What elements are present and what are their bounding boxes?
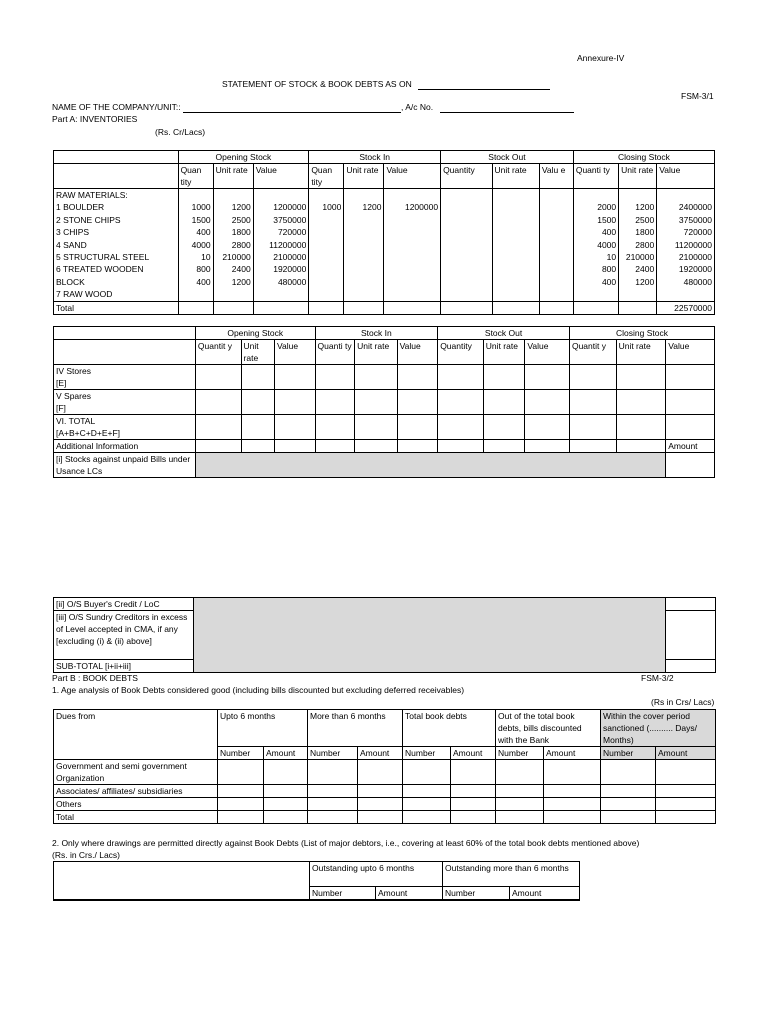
row-label: VI. TOTAL (56, 416, 96, 426)
associates-label: Associates/ affiliates/ subsidiaries (54, 785, 218, 798)
cell-value: 10 (606, 252, 617, 263)
cell-value: 480000 (277, 276, 307, 287)
hdr-quantity: Quanti ty (315, 340, 355, 365)
number-header: Number (601, 747, 656, 760)
creditors-table (53, 597, 716, 673)
table-row (54, 785, 716, 798)
cell-value: 2400 (231, 264, 251, 275)
amount-header: Amount (656, 747, 716, 760)
sub-header-row (54, 164, 715, 189)
row-label: V Spares (56, 391, 91, 401)
cover-period-header: Within the cover period sanctioned (.......... Days/ Months) (601, 710, 716, 747)
cell-value: 1200 (635, 276, 655, 287)
book-debts-table (53, 709, 716, 824)
spares-row (54, 390, 715, 415)
cell-value: 800 (601, 264, 617, 275)
number-header: Number (218, 747, 264, 760)
cell-value: 1920000 (273, 264, 307, 275)
others-label: Others (54, 798, 218, 811)
cell-value: 10 (201, 252, 211, 263)
cell-value: 2000 (597, 202, 617, 213)
age-analysis-heading: 1. Age analysis of Book Debts considered good (including bills discounted but excluding deferred receivables) (52, 685, 465, 695)
cell-value: 2800 (635, 239, 655, 250)
cell-value: 1000 (191, 202, 211, 213)
book-debts-header-row (54, 710, 716, 747)
debtors-header-row (54, 862, 580, 887)
amount-header: Amount (358, 747, 403, 760)
cell-value: 1920000 (678, 264, 712, 275)
group-stock-out: Stock Out (441, 151, 574, 164)
hdr-unit-rate: Unit rate (213, 164, 253, 189)
item-label: 2 STONE CHIPS (56, 214, 121, 225)
hdr-quantity: Quanti ty (573, 164, 618, 189)
fsm-3-1-label: FSM-3/1 (681, 91, 714, 101)
cell-value: 400 (601, 227, 617, 238)
statement-title (222, 79, 550, 90)
row-label: IV Stores (56, 366, 91, 376)
hdr-value: Value (666, 340, 715, 365)
date-blank[interactable] (418, 80, 550, 90)
hdr-value: Value (253, 164, 309, 189)
amount-cell[interactable] (666, 660, 716, 673)
amount-header: Amount (544, 747, 601, 760)
total-row (54, 301, 715, 314)
annexure-label: Annexure-IV (577, 53, 625, 63)
item-label: 4 SAND (56, 239, 87, 250)
cell-value: 720000 (277, 227, 307, 238)
part-b-heading: Part B : BOOK DEBTS (52, 673, 138, 683)
outstanding-upto-6-header: Outstanding upto 6 months (310, 862, 443, 887)
amount-header: Amount (451, 747, 496, 760)
hdr-unit-rate: Unit rate (492, 164, 539, 189)
number-header: Number (443, 887, 510, 900)
government-label: Government and semi government Organization (54, 760, 218, 785)
number-header: Number (308, 747, 358, 760)
group-header-row (54, 151, 715, 164)
buyers-credit-row (54, 598, 716, 611)
cell-value: 1800 (231, 227, 251, 238)
cell-value: 400 (196, 227, 211, 238)
cell-value: 2100000 (678, 252, 712, 263)
item-label: 6 TREATED WOODEN (56, 264, 144, 275)
cell-value: 400 (601, 276, 617, 287)
cell-value: 1200000 (273, 202, 307, 213)
cell-value: 4000 (597, 239, 617, 250)
cell-value: 11200000 (674, 239, 712, 250)
cell-value: 2800 (231, 239, 251, 250)
hdr-unit-rate: Unit rate (619, 164, 657, 189)
raw-materials-body (54, 189, 715, 302)
item-label: 7 RAW WOOD (56, 289, 113, 300)
cell-value: 1200 (635, 202, 655, 213)
title-text: STATEMENT OF STOCK & BOOK DEBTS AS ON (222, 79, 412, 89)
outstanding-more-6-header: Outstanding more than 6 months (443, 862, 580, 887)
hdr-unit-rate: Unit rate (355, 340, 398, 365)
hdr-value: Value (274, 340, 315, 365)
hdr-value: Value (525, 340, 570, 365)
shaded-area (195, 453, 665, 478)
item-label: 5 STRUCTURAL STEEL (56, 252, 150, 263)
company-blank[interactable] (183, 103, 401, 113)
buyers-credit-label: [ii] O/S Buyer's Credit / LoC (54, 598, 194, 611)
total-label: Total (54, 301, 179, 314)
amount-header: Amount (264, 747, 308, 760)
raw-materials-label: RAW MATERIALS: (56, 190, 128, 200)
additional-info-row (54, 440, 715, 453)
group-closing-stock: Closing Stock (573, 151, 714, 164)
cell-value: 2400 (635, 264, 655, 275)
cell-value: 1800 (635, 227, 655, 238)
hdr-quantity: Quantity (438, 340, 484, 365)
sundry-creditors-label: [iii] O/S Sundry Creditors in excess of Level accepted in CMA, if any [excluding (i) & (ii) above] (54, 611, 194, 660)
sub-header-row (54, 340, 715, 365)
subtotal-label: SUB-TOTAL [i+ii+iii] (54, 660, 194, 673)
hdr-quantity: Quantity (441, 164, 492, 189)
group-closing-stock: Closing Stock (569, 327, 714, 340)
company-label: NAME OF THE COMPANY/UNIT:: (52, 102, 181, 112)
cell-value: 1500 (191, 214, 211, 225)
hdr-quantity: Quan tity (309, 164, 344, 189)
table-row (54, 811, 716, 824)
item-label: 3 CHIPS (56, 227, 90, 238)
cell-value: 800 (196, 264, 211, 275)
cell-value: 1200 (362, 202, 382, 213)
unpaid-bills-label: [i] Stocks against unpaid Bills under Usance LCs (54, 453, 196, 478)
group-stock-in: Stock In (309, 151, 441, 164)
stores-row (54, 365, 715, 390)
cell-value: 2500 (635, 214, 655, 225)
hdr-unit-rate: Unit rate (344, 164, 384, 189)
hdr-unit-rate: Unit rate (616, 340, 666, 365)
major-debtors-table (53, 861, 580, 901)
units-label: (Rs in Crs/ Lacs) (651, 697, 715, 707)
cell-value: 3750000 (273, 214, 307, 225)
item-label: 1 BOULDER (56, 202, 105, 213)
table-row (54, 798, 716, 811)
additional-info-label: Additional Information (54, 440, 196, 453)
hdr-quantity: Quantit y (195, 340, 241, 365)
group-opening-stock: Opening Stock (178, 151, 309, 164)
ac-number-blank[interactable] (440, 103, 574, 113)
hdr-unit-rate: Unit rate (241, 340, 274, 365)
amount-cell[interactable] (666, 611, 716, 660)
unpaid-bills-row (54, 453, 715, 478)
cell-value: 720000 (683, 227, 712, 238)
company-line (52, 102, 574, 113)
units-label: (Rs. in Crs./ Lacs) (52, 850, 121, 860)
group-stock-out: Stock Out (438, 327, 570, 340)
cell-value: 1500 (597, 214, 617, 225)
bills-discounted-header: Out of the total book debts, bills discounted with the Bank (496, 710, 601, 747)
total-book-debts-header: Total book debts (403, 710, 496, 747)
units-label: (Rs. Cr/Lacs) (155, 127, 206, 137)
hdr-quantity: Quan tity (178, 164, 213, 189)
number-header: Number (496, 747, 544, 760)
hdr-value: Valu e (539, 164, 573, 189)
number-header: Number (310, 887, 376, 900)
amount-cell[interactable] (666, 598, 716, 611)
amount-cell[interactable] (666, 453, 715, 478)
table-row (54, 760, 716, 785)
total-label: Total (54, 811, 218, 824)
table-row (54, 900, 580, 901)
row-label: [A+B+C+D+E+F] (56, 428, 121, 438)
group-header-row (54, 327, 715, 340)
group-opening-stock: Opening Stock (195, 327, 315, 340)
cell-value: 480000 (683, 276, 712, 287)
total-value: 22570000 (657, 301, 715, 314)
fsm-3-2-label: FSM-3/2 (641, 673, 674, 683)
cell-value: 2500 (231, 214, 251, 225)
shaded-area (194, 598, 666, 673)
amount-header: Amount (376, 887, 443, 900)
hdr-quantity: Quantit y (569, 340, 616, 365)
stores-spares-table (53, 326, 715, 478)
hdr-value: Value (384, 164, 441, 189)
cell-value: 1000 (322, 202, 342, 213)
cell-value: 1200000 (404, 202, 439, 213)
amount-header: Amount (510, 887, 580, 900)
cell-value: 400 (196, 276, 211, 287)
total-row (54, 415, 715, 440)
number-header: Number (403, 747, 451, 760)
cell-value: 2100000 (273, 252, 307, 263)
item-label: BLOCK (56, 276, 85, 287)
amount-header: Amount (666, 440, 715, 453)
cell-value: 4000 (191, 239, 211, 250)
cell-value: 210000 (625, 252, 655, 263)
ac-label: , A/c No. (401, 102, 434, 112)
drawings-heading: 2. Only where drawings are permitted directly against Book Debts (List of major debtors, i.e., covering at least 60% of the total book debts mentioned above) (52, 838, 640, 848)
hdr-value: Value (657, 164, 715, 189)
cell-value: 3750000 (678, 214, 712, 225)
cell-value: 210000 (222, 252, 251, 263)
row-label: [E] (56, 378, 67, 388)
row-label: [F] (56, 403, 66, 413)
hdr-value: Value (397, 340, 438, 365)
cell-value: 1200 (231, 276, 251, 287)
upto-6-months-header: Upto 6 months (218, 710, 308, 747)
hdr-unit-rate: Unit rate (483, 340, 525, 365)
cell-value: 2400000 (678, 202, 712, 213)
more-than-6-months-header: More than 6 months (308, 710, 403, 747)
cell-value: 1200 (231, 202, 251, 213)
group-stock-in: Stock In (315, 327, 438, 340)
cell-value: 11200000 (269, 239, 307, 250)
part-a-heading: Part A: INVENTORIES (52, 114, 138, 124)
raw-materials-table (53, 150, 715, 315)
dues-from-header: Dues from (54, 710, 218, 760)
